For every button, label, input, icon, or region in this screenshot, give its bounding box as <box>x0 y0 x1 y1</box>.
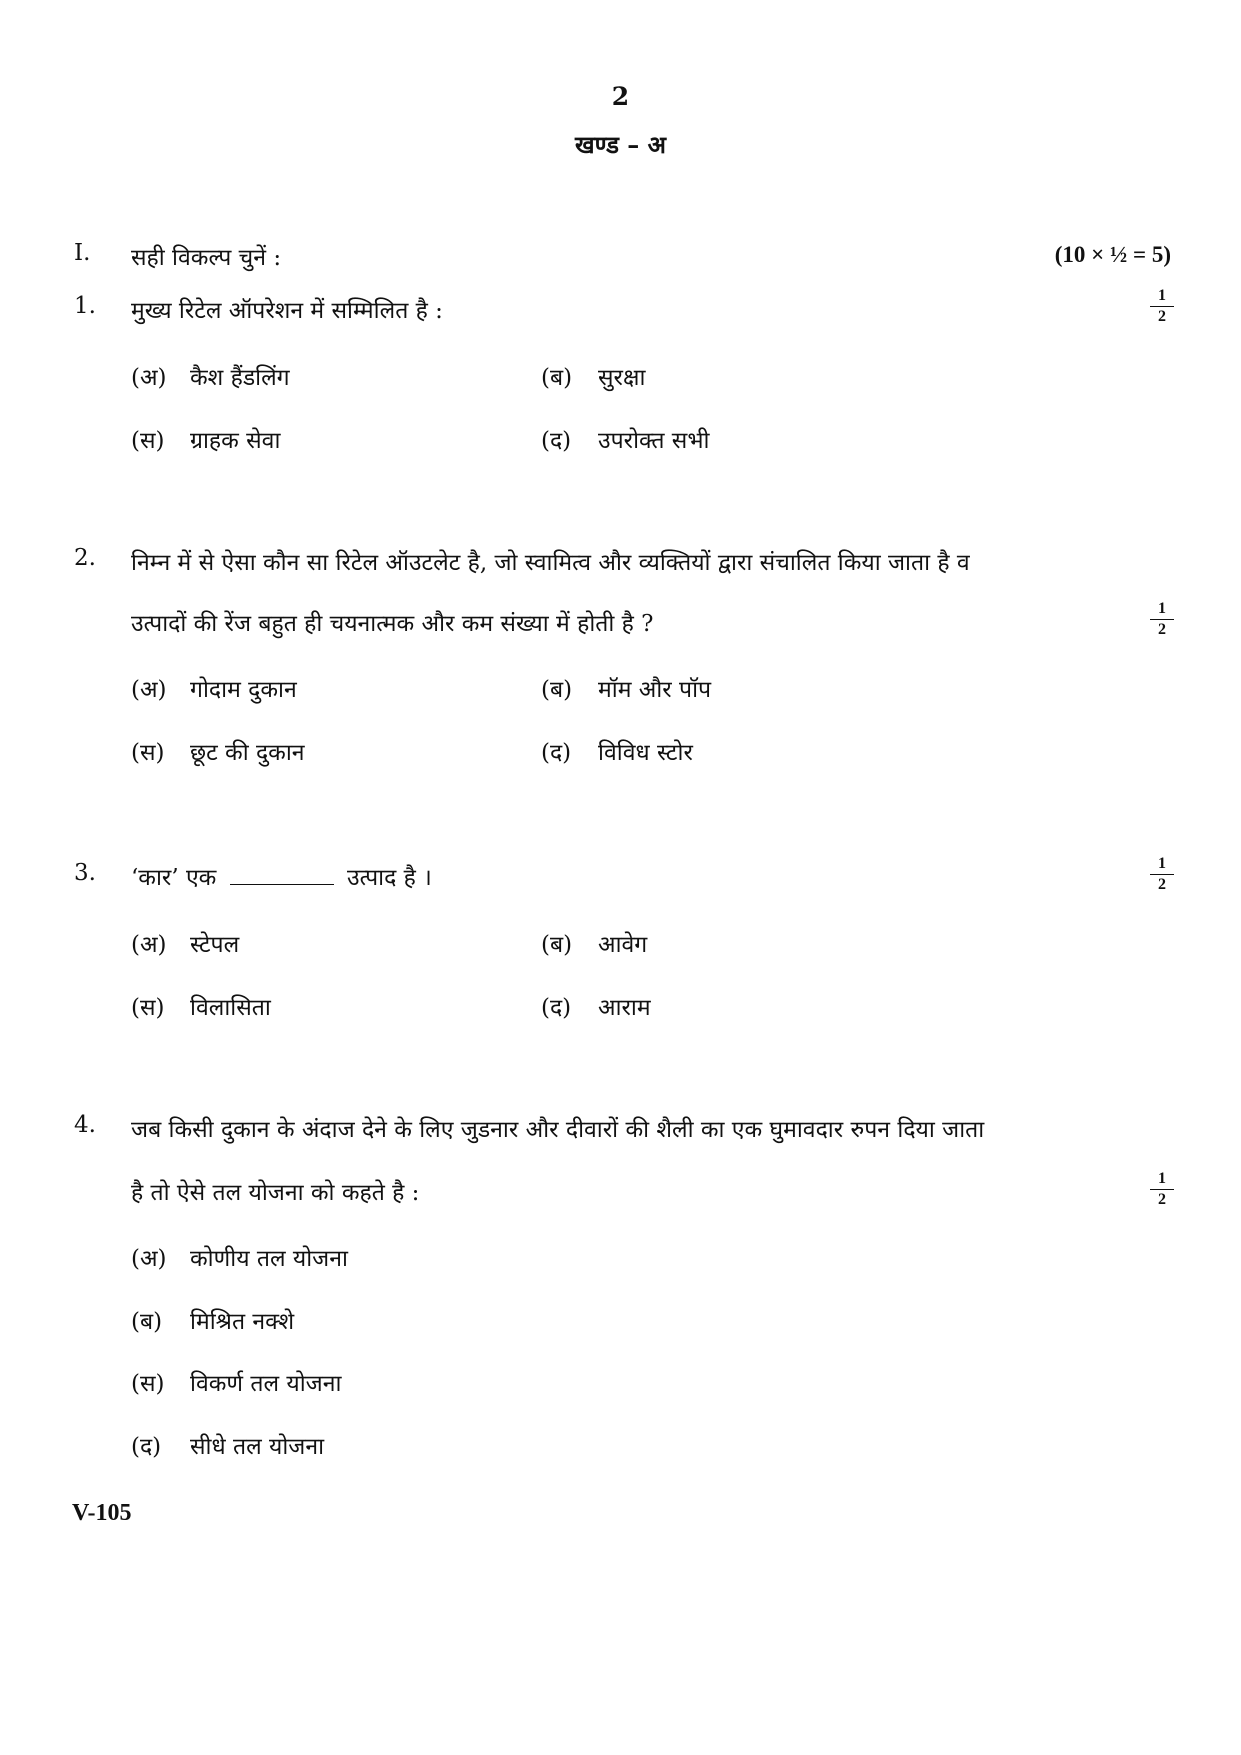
option-text: स्टेपल <box>190 932 240 958</box>
option-letter: (ब) <box>541 932 573 958</box>
question-number: 4. <box>74 1112 96 1138</box>
section-instruction: सही विकल्प चुनें : <box>131 245 282 271</box>
option-letter: (स) <box>131 428 165 454</box>
option-letter: (स) <box>131 740 165 766</box>
option-letter: (अ) <box>131 365 167 391</box>
section-title: खण्ड – अ <box>575 130 666 159</box>
question-text: उत्पादों की रेंज बहुत ही चयनात्मक और कम संख्या में होती है ? <box>131 611 654 637</box>
question-text: निम्न में से ऐसा कौन सा रिटेल ऑउटलेट है, जो स्वामित्व और व्यक्तियों द्वारा संचालित किया जाता है व <box>131 550 970 576</box>
option-letter: (द) <box>541 740 572 766</box>
option-letter: (अ) <box>131 677 167 703</box>
question-marks <box>1150 287 1174 326</box>
fraction-denominator: 2 <box>1158 876 1166 893</box>
option-text: उपरोक्त सभी <box>598 428 710 454</box>
question-number: 3. <box>74 860 96 886</box>
option-text: विलासिता <box>190 995 271 1021</box>
fraction-denominator: 2 <box>1158 308 1166 325</box>
section-marks: (10 × ½ = 5) <box>1054 242 1171 267</box>
question-marks <box>1150 600 1174 639</box>
fraction-numerator: 1 <box>1150 855 1174 875</box>
fraction-numerator: 1 <box>1150 600 1174 620</box>
option-text: सीधे तल योजना <box>190 1434 325 1460</box>
option-text: मिश्रित नक्शे <box>190 1309 295 1335</box>
question-text-after-blank: उत्पाद है । <box>346 865 432 891</box>
fraction-denominator: 2 <box>1158 1191 1166 1208</box>
paper-code: V-105 <box>72 1500 132 1526</box>
fraction-numerator: 1 <box>1150 1170 1174 1190</box>
option-text: विकर्ण तल योजना <box>190 1371 342 1397</box>
question-text: है तो ऐसे तल योजना को कहते है : <box>131 1180 420 1206</box>
option-letter: (ब) <box>541 365 573 391</box>
question-text: मुख्य रिटेल ऑपरेशन में सम्मिलित है : <box>131 298 443 324</box>
option-text: आराम <box>598 995 651 1021</box>
fraction-numerator: 1 <box>1150 287 1174 307</box>
option-letter: (द) <box>541 995 572 1021</box>
option-letter: (अ) <box>131 1246 167 1272</box>
option-letter: (ब) <box>131 1309 163 1335</box>
option-text: कोणीय तल योजना <box>190 1246 348 1272</box>
option-text: छूट की दुकान <box>190 740 305 766</box>
option-text: मॉम और पॉप <box>598 677 712 703</box>
question-text: जब किसी दुकान के अंदाज देने के लिए जुडनार और दीवारों की शैली का एक घुमावदार रुपन दिया जाता <box>131 1117 985 1143</box>
option-letter: (ब) <box>541 677 573 703</box>
option-text: ग्राहक सेवा <box>190 428 281 454</box>
option-text: कैश हैंडलिंग <box>190 365 290 391</box>
question-marks <box>1150 855 1174 894</box>
section-numeral: I. <box>74 240 91 266</box>
option-letter: (अ) <box>131 932 167 958</box>
option-letter: (द) <box>131 1434 162 1460</box>
option-letter: (स) <box>131 995 165 1021</box>
option-text: विविध स्टोर <box>598 740 693 766</box>
page-number: 2 <box>611 82 630 111</box>
option-text: सुरक्षा <box>598 365 646 391</box>
answer-blank <box>230 866 334 885</box>
question-text-before-blank: ‘कार’ एक <box>131 865 217 891</box>
option-text: गोदाम दुकान <box>190 677 297 703</box>
question-number: 2. <box>74 545 96 571</box>
option-letter: (स) <box>131 1371 165 1397</box>
fraction-denominator: 2 <box>1158 621 1166 638</box>
question-marks <box>1150 1170 1174 1209</box>
question-text <box>131 860 432 892</box>
option-text: आवेग <box>598 932 648 958</box>
question-number: 1. <box>74 293 96 319</box>
option-letter: (द) <box>541 428 572 454</box>
